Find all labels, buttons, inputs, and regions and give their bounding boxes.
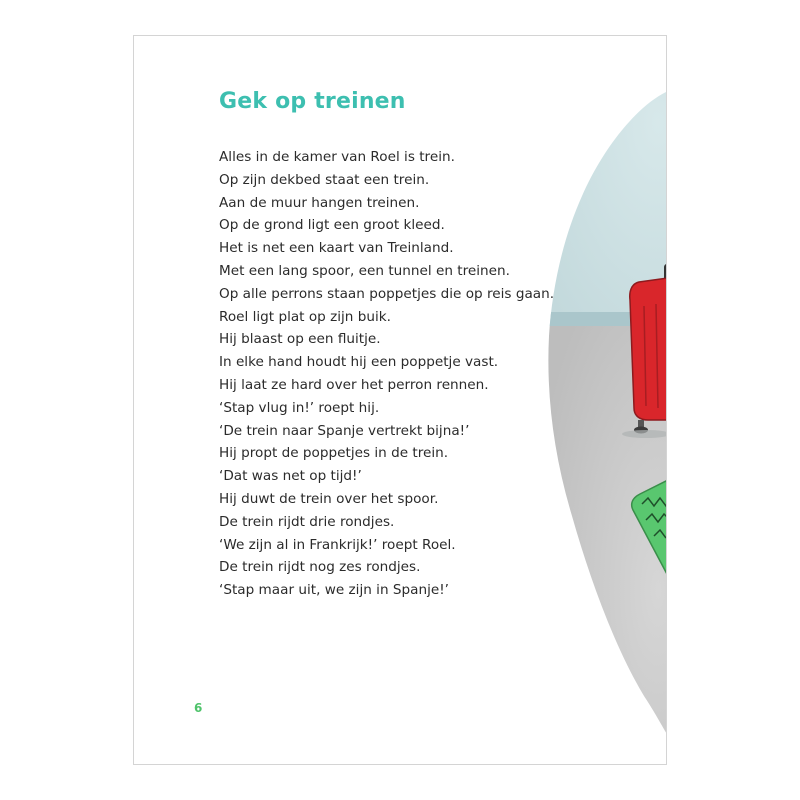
story-line: Het is net een kaart van Treinland.: [219, 240, 454, 257]
story-line: Alles in de kamer van Roel is trein.: [219, 149, 455, 165]
story-line: Met een lang spoor, een tunnel en treinen.: [219, 262, 510, 279]
story-line: Hij laat ze hard over het perron rennen.: [219, 376, 489, 393]
page-title: Gek op treinen: [219, 89, 406, 114]
story-line: Op de grond ligt een groot kleed.: [219, 217, 445, 234]
story-line: ‘De trein naar Spanje vertrekt bijna!’: [219, 422, 470, 439]
story-line: ‘Stap vlug in!’ roept hij.: [219, 399, 380, 416]
page-number: 6: [194, 701, 203, 715]
story-line: Op alle perrons staan poppetjes die op reis gaan.: [219, 285, 555, 302]
story-line: ‘Dat was net op tijd!’: [219, 468, 362, 485]
story-line: Hij duwt de trein over het spoor.: [219, 490, 439, 507]
story-line: Hij propt de poppetjes in de trein.: [219, 445, 449, 462]
story-line: Aan de muur hangen treinen.: [219, 194, 420, 211]
story-line: ‘Stap maar uit, we zijn in Spanje!’: [219, 582, 449, 599]
story-line: Roel ligt plat op zijn buik.: [219, 308, 391, 325]
story-line: In elke hand houdt hij een poppetje vast.: [219, 354, 499, 371]
story-line: Op zijn dekbed staat een trein.: [219, 171, 430, 188]
story-line: De trein rijdt drie rondjes.: [219, 513, 395, 530]
story-line: Hij blaast op een fluitje.: [219, 331, 381, 348]
story-line: De trein rijdt nog zes rondjes.: [219, 559, 421, 576]
story-line: ‘We zijn al in Frankrijk!’ roept Roel.: [219, 536, 456, 553]
story-text: [219, 146, 554, 602]
book-page: [133, 35, 667, 765]
